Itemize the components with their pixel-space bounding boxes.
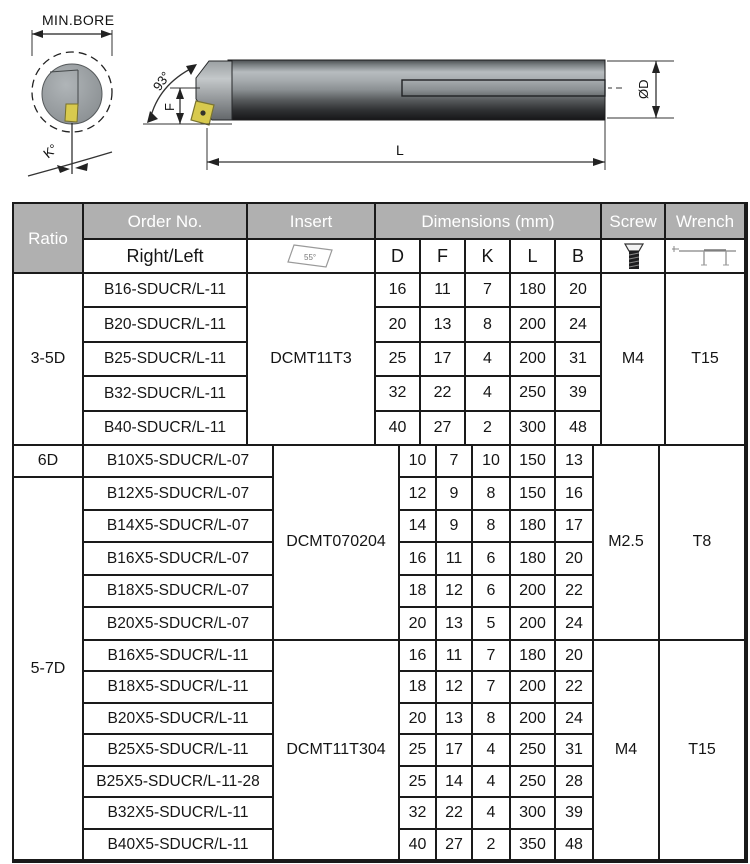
order-cell: B32-SDUCR/L-11 [84,377,248,411]
insert-cell: DCMT11T304 [274,641,400,862]
dim-cell: 10 [400,446,437,479]
order-cell: B40X5-SDUCR/L-11 [84,830,274,862]
order-cell: B16X5-SDUCR/L-11 [84,641,274,673]
header-ratio: Ratio [14,204,84,274]
dim-cell: 25 [400,735,437,767]
d-dim-label: ØD [636,79,651,99]
dim-cell: 4 [473,735,511,767]
dim-cell: 11 [437,543,473,576]
dim-cell: 22 [556,576,594,609]
dim-cell: 7 [466,274,511,308]
wrench-cell: T8 [660,446,746,641]
insert-cell: DCMT11T3 [248,274,376,446]
screw-icon [617,241,649,271]
dim-cell: 10 [473,446,511,479]
dim-cell: 25 [376,343,421,377]
order-cell: B14X5-SDUCR/L-07 [84,511,274,544]
dim-cell: 16 [556,478,594,511]
dim-cell: 20 [556,641,594,673]
dim-cell: 16 [400,543,437,576]
dim-cell: 200 [511,672,556,704]
header-dim-d: D [376,240,421,274]
order-cell: B16X5-SDUCR/L-07 [84,543,274,576]
order-cell: B25X5-SDUCR/L-11-28 [84,767,274,799]
bar-body [228,60,605,120]
header-dim-b: B [556,240,602,274]
arrowhead-icon [593,158,605,166]
dim-cell: 48 [556,830,594,862]
end-view [28,12,114,176]
insert-screw-hole [200,110,205,115]
insert-cell: DCMT070204 [274,446,400,641]
dim-cell: 6 [473,543,511,576]
dim-cell: 300 [511,412,556,446]
insert-front-view [65,104,78,122]
arrowhead-icon [75,163,88,171]
dim-cell: 13 [437,608,473,641]
dim-cell: 8 [473,511,511,544]
dim-cell: 20 [556,274,602,308]
dim-cell: 7 [437,446,473,479]
dim-cell: 17 [437,735,473,767]
dim-cell: 200 [511,308,556,342]
dim-cell: 2 [473,830,511,862]
dim-cell: 180 [511,274,556,308]
dim-cell: 4 [466,377,511,411]
k-angle-arc [28,152,112,176]
dim-cell: 20 [376,308,421,342]
k-angle-label: K° [40,140,61,162]
dim-cell: 2 [466,412,511,446]
dim-cell: 18 [400,672,437,704]
dim-cell: 250 [511,767,556,799]
header-screw: Screw [602,204,666,240]
header-dim-l: L [511,240,556,274]
dim-cell: 250 [511,377,556,411]
dim-cell: 48 [556,412,602,446]
dim-cell: 16 [400,641,437,673]
dim-cell: 20 [556,543,594,576]
dim-cell: 11 [421,274,466,308]
dim-cell: 24 [556,608,594,641]
dim-cell: 9 [437,511,473,544]
arrowhead-icon [101,30,112,38]
dim-cell: 8 [473,704,511,736]
dim-cell: 8 [466,308,511,342]
dim-cell: 180 [511,511,556,544]
header-dim-k: K [466,240,511,274]
dim-cell: 39 [556,377,602,411]
dim-cell: 31 [556,735,594,767]
dim-cell: 200 [511,608,556,641]
dim-cell: 20 [400,608,437,641]
dim-cell: 24 [556,308,602,342]
dim-cell: 8 [473,478,511,511]
dim-cell: 13 [421,308,466,342]
dim-cell: 40 [400,830,437,862]
dim-cell: 39 [556,798,594,830]
f-dim-label: F [162,103,177,111]
arrowhead-icon [186,64,197,75]
dim-cell: 12 [437,672,473,704]
table-header [14,204,746,274]
header-insert: Insert [248,204,376,240]
dim-cell: 27 [437,830,473,862]
dim-cell: 5 [473,608,511,641]
header-dim-f: F [421,240,466,274]
order-cell: B12X5-SDUCR/L-07 [84,478,274,511]
order-cell: B32X5-SDUCR/L-11 [84,798,274,830]
dim-cell: 4 [473,798,511,830]
header-right-left: Right/Left [84,240,248,274]
dim-cell: 13 [556,446,594,479]
order-cell: B10X5-SDUCR/L-07 [84,446,274,479]
dim-cell: 25 [400,767,437,799]
dim-cell: 22 [556,672,594,704]
dim-cell: 200 [511,343,556,377]
order-cell: B18X5-SDUCR/L-07 [84,576,274,609]
dim-cell: 24 [556,704,594,736]
spec-table [12,202,748,863]
arrowhead-icon [32,30,43,38]
dim-cell: 18 [400,576,437,609]
header-screw-icon-cell [602,240,666,274]
dim-cell: 200 [511,704,556,736]
order-cell: B25-SDUCR/L-11 [84,343,248,377]
dim-cell: 9 [437,478,473,511]
head-angle-label: 93° [149,68,174,94]
order-cell: B20-SDUCR/L-11 [84,308,248,342]
wrench-cell: T15 [666,274,746,446]
dim-cell: 20 [400,704,437,736]
dim-cell: 17 [421,343,466,377]
dim-cell: 200 [511,576,556,609]
order-cell: B25X5-SDUCR/L-11 [84,735,274,767]
table-section-3-5d [14,274,746,446]
order-cell: B20X5-SDUCR/L-07 [84,608,274,641]
dim-cell: 180 [511,641,556,673]
header-wrench: Wrench [666,204,746,240]
dim-cell: 31 [556,343,602,377]
header-order-no: Order No. [84,204,248,240]
min-bore-label: MIN.BORE [42,12,115,28]
screw-cell: M2.5 [594,446,660,641]
header-wrench-icon-cell [666,240,746,274]
header-dimensions: Dimensions (mm) [376,204,602,240]
dim-cell: 22 [421,377,466,411]
arrowhead-icon [176,113,184,124]
ratio-cell: 5-7D [14,478,84,861]
dim-cell: 14 [437,767,473,799]
dim-cell: 17 [556,511,594,544]
dim-cell: 4 [473,767,511,799]
screw-cell: M4 [602,274,666,446]
dim-cell: 250 [511,735,556,767]
order-cell: B18X5-SDUCR/L-11 [84,672,274,704]
header-insert-icon-cell [248,240,376,274]
dim-cell: 13 [437,704,473,736]
side-view [143,60,674,170]
insert-shape-icon [274,241,348,271]
dim-cell: 7 [473,641,511,673]
dim-cell: 14 [400,511,437,544]
dim-cell: 12 [400,478,437,511]
arrowhead-icon [652,106,660,118]
dim-cell: 27 [421,412,466,446]
dim-cell: 300 [511,798,556,830]
screw-cell: M4 [594,641,660,862]
dim-cell: 180 [511,543,556,576]
dim-cell: 350 [511,830,556,862]
dim-cell: 150 [511,478,556,511]
dim-cell: 4 [466,343,511,377]
dim-cell: 7 [473,672,511,704]
dim-cell: 11 [437,641,473,673]
dim-cell: 12 [437,576,473,609]
dim-cell: 28 [556,767,594,799]
dim-cell: 150 [511,446,556,479]
dim-cell: 40 [376,412,421,446]
dim-cell: 16 [376,274,421,308]
arrowhead-icon [652,61,660,73]
boring-bar-drawing [0,0,750,202]
insert-angle-label: 55° [304,253,317,262]
arrowhead-icon [176,88,184,99]
ratio-cell: 6D [14,446,84,479]
dim-cell: 22 [437,798,473,830]
wrench-icon [668,242,742,270]
dim-cell: 6 [473,576,511,609]
order-cell: B16-SDUCR/L-11 [84,274,248,308]
table-section-6d-5-7d [14,446,746,862]
l-dim-label: L [396,142,404,158]
arrowhead-icon [207,158,219,166]
dim-cell: 32 [376,377,421,411]
order-cell: B20X5-SDUCR/L-11 [84,704,274,736]
dim-cell: 32 [400,798,437,830]
wrench-cell: T15 [660,641,746,862]
ratio-cell: 3-5D [14,274,84,446]
order-cell: B40-SDUCR/L-11 [84,412,248,446]
